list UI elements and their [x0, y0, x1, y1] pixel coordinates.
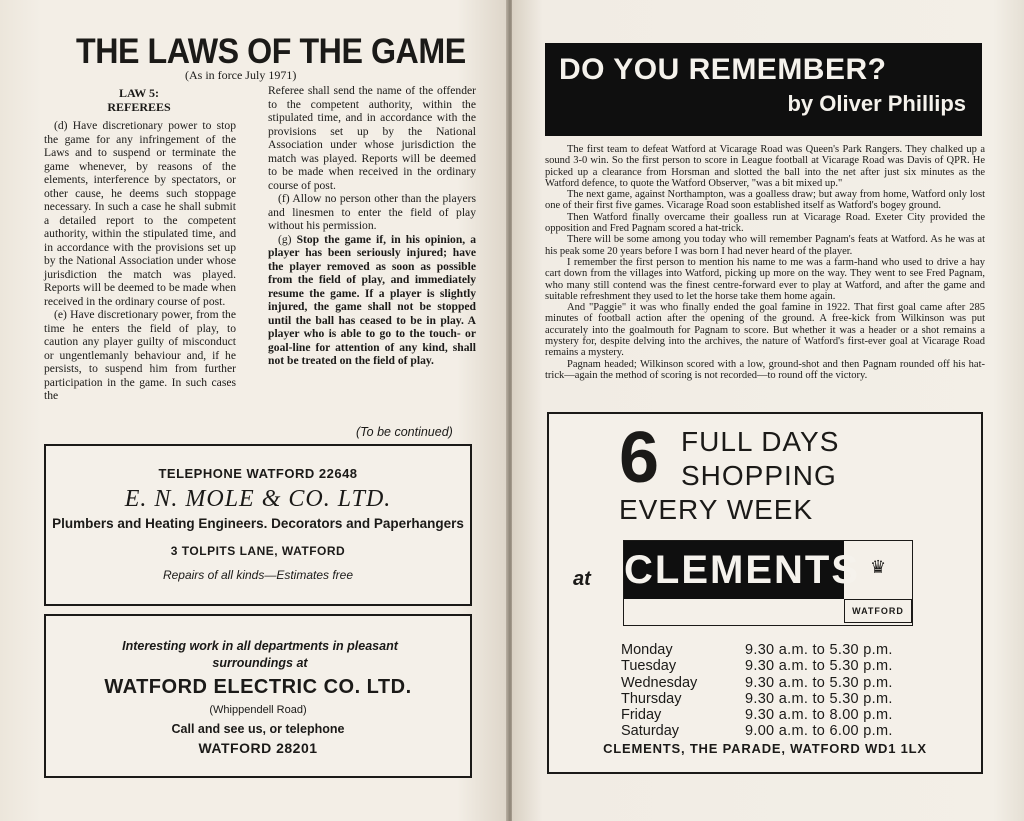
hours-day: Monday [621, 642, 673, 658]
hours-day: Thursday [621, 690, 682, 707]
hours-row [621, 691, 951, 707]
electric-telephone: WATFORD 28201 [198, 740, 318, 756]
clements-address: CLEMENTS, THE PARADE, WATFORD WD1 1LX [603, 741, 927, 756]
article-banner [545, 43, 982, 136]
hours-row [621, 658, 951, 674]
article-body [545, 144, 985, 381]
hours-day: Wednesday [621, 674, 698, 691]
hours-time: 9.30 a.m. to 8.00 p.m. [745, 707, 893, 724]
advert-watford-electric [44, 614, 472, 778]
clements-location-tag: WATFORD [844, 599, 912, 623]
continued-note: (To be continued) [356, 425, 453, 439]
law-column-2 [268, 84, 476, 368]
hours-row [621, 723, 951, 739]
law-paragraph-bold [268, 233, 476, 368]
opening-hours [621, 642, 951, 740]
article-paragraph: The first team to defeat Watford at Vicarage Road was Queen's Park Rangers. They chalked up a sound 3-0 win. So the first person to score in League football at Vicarage Road was Davis of QPR. He picked up a clearance from Horsman and slotted the ball into the net after just six minutes as the Watford defence, to quote the Watford Observer, "was a bit mixed up." [545, 144, 985, 189]
article-paragraph: I remember the first person to mention his name to me was a farm-hand who used to drive a hay cart down from the villages into Watford, picking up more on the way. They went to see Fred Pagnam, who many still contend was the finest centre-forward ever to play at Watford, and after the game and suitable refreshment they used to let the horse take them home again. [545, 256, 985, 302]
hours-time: 9.00 a.m. to 6.00 p.m. [745, 723, 893, 740]
hours-row [621, 707, 951, 723]
hours-day: Tuesday [621, 658, 677, 675]
law-paragraph: (f) Allow no person other than the players and linesmen to enter the field of play without his permission. [268, 192, 476, 232]
mole-repairs: Repairs of all kinds—Estimates free [162, 568, 354, 582]
law-name: REFEREES [107, 100, 171, 114]
article-byline: by Oliver Phillips [787, 91, 966, 116]
mole-trades: Plumbers and Heating Engineers. Decorators and Paperhangers [52, 516, 464, 531]
electric-company: WATFORD ELECTRIC CO. LTD. [104, 676, 412, 698]
right-page [512, 0, 1024, 821]
hours-time: 9.30 a.m. to 5.30 p.m. [745, 642, 893, 658]
article-paragraph: And "Paggie" it was who finally ended the goal famine in 1922. That first goal came after 285 minutes of football action after the opening of the ground. A free-kick from Wilkinson was put accurately into the goalmouth for Pagnam to score. But whether it was a header or a shot remains a mystery for, despite delving into the archives, the nature of Watford's first-ever goal at Vicarage Road remains a mystery. [545, 302, 985, 359]
clements-at: at [573, 568, 591, 590]
hours-time: 9.30 a.m. to 5.30 p.m. [745, 658, 893, 675]
article-paragraph: Pagnam headed; Wilkinson scored with a low, ground-shot and then Pagnam rounded off his hat-trick—again the method of scoring is not recorded—to round off the victory. [545, 358, 985, 381]
law-paragraph: (e) Have discretionary power, from the time he enters the field of play, to caution any player guilty of misconduct or ungentlemanly behaviour and, if he persists, to suspend him from further participation in the game. In such cases the [44, 308, 236, 402]
hours-day: Friday [621, 707, 662, 724]
advert-en-mole [44, 444, 472, 606]
advert-clements [547, 412, 983, 774]
clements-line2: SHOPPING [681, 460, 837, 491]
clements-line3: EVERY WEEK [619, 494, 814, 525]
page-title: THE LAWS OF THE GAME [76, 32, 466, 71]
mole-company: E. N. MOLE & CO. LTD. [124, 486, 392, 512]
article-paragraph: Then Watford finally overcame their goalless run at Vicarage Road. Exeter City provided the opposition and Fred Pagnam scored a hat-trick. [545, 211, 985, 235]
law-paragraph-label: (g) [278, 232, 292, 246]
law-column-1 [44, 119, 236, 403]
page-subtitle: (As in force July 1971) [185, 68, 297, 82]
hours-time: 9.30 a.m. to 5.30 p.m. [745, 674, 893, 691]
electric-intro: Interesting work in all departments in pleasant surroundings at [122, 639, 398, 670]
left-page [0, 0, 508, 821]
law-paragraph: (d) Have discretionary power to stop the game for any infringement of the Laws and to suspend or terminate the game whenever, by reasons of the elements, interference by spectators, or other cause, he deems such stoppage necessary. In such a case he shall submit a detailed report to the competent authority, within the stipulated time, and in accordance with the provisions set up by the National Association under whose jurisdiction the match was played. Reports will be deemed to be made when received in the ordinary course of post. [44, 119, 236, 308]
hours-time: 9.30 a.m. to 5.30 p.m. [745, 690, 893, 707]
clements-logo [623, 540, 913, 626]
article-paragraph: The next game, against Northampton, was a goalless draw; but away from home, Watford only lost one of their first five games. Vicarage Road soon established itself as Watford's bogey ground. [545, 189, 985, 212]
crown-crest-icon: ♛ [870, 557, 887, 577]
electric-call: Call and see us, or telephone [171, 722, 345, 736]
clements-line1: FULL DAYS [681, 426, 840, 457]
law-heading [44, 86, 234, 114]
article-paragraph: There will be some among you today who will remember Pagnam's feats at Watford. As he was at his peak some 20 years before I was born I had never heard of the player. [545, 234, 985, 257]
clements-brand: CLEMENTS [624, 541, 844, 599]
mole-address: 3 TOLPITS LANE, WATFORD [170, 544, 346, 558]
clements-six: 6 [619, 418, 660, 498]
hours-row [621, 675, 951, 691]
law-paragraph-bold-text: Stop the game if, in his opinion, a player has been seriously injured; have the player removed as soon as possible from the field of play, and immediately resume the game. If a player is slightly injured, the game shall not be stopped until the ball has ceased to be in play. A player who is able to go to the touch- or goal-line for attention of any kind, shall not be treated on the field of play. [268, 232, 476, 367]
law-paragraph: Referee shall send the name of the offender to the competent authority, within the stipulated time, and in accordance with the provisions set up by the National Association under whose jurisdiction the match was played. Reports will be deemed to be made when received in the ordinary course of post. [268, 84, 476, 192]
article-title: DO YOU REMEMBER? [559, 53, 887, 86]
hours-day: Saturday [621, 723, 680, 740]
law-number: LAW 5: [118, 86, 160, 100]
hours-row [621, 642, 951, 658]
mole-telephone: TELEPHONE WATFORD 22648 [158, 466, 358, 481]
electric-road: (Whippendell Road) [209, 704, 307, 716]
